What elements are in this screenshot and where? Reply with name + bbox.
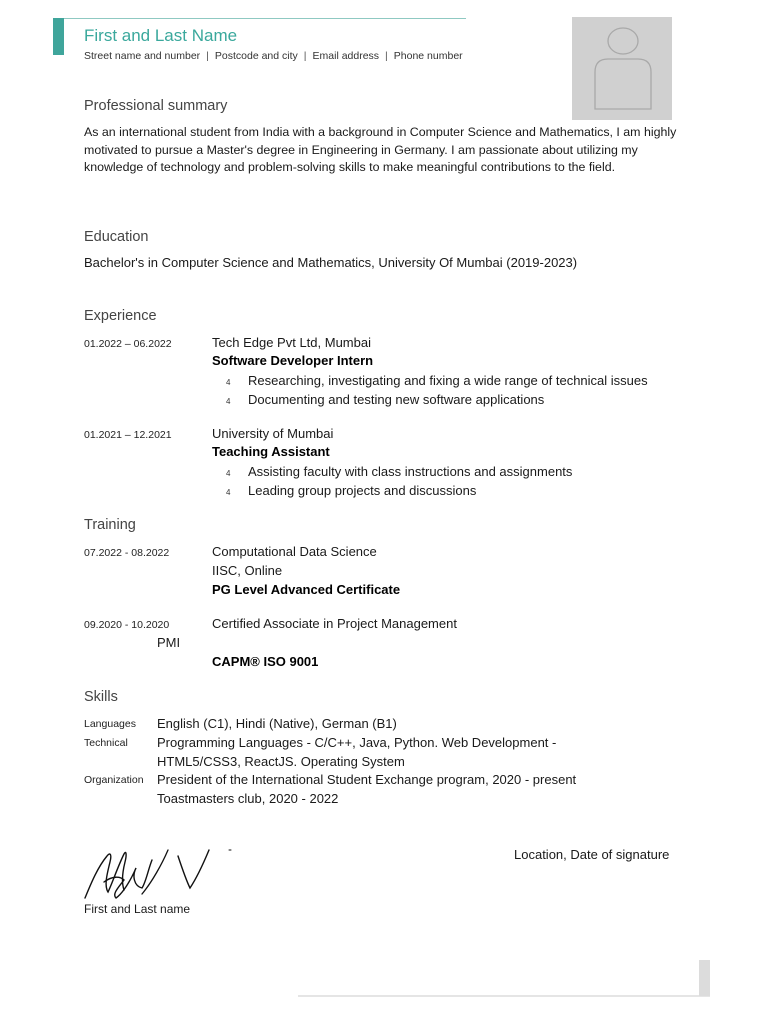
contact-postcode-city: Postcode and city [214,50,298,62]
education-entry: Bachelor's in Computer Science and Mathematics, University Of Mumbai (2019-2023) [84,255,578,270]
skills-languages-label: Languages [84,718,136,730]
training-2-provider: PMI [157,635,181,650]
experience-1-role: Software Developer Intern [212,353,374,368]
education-heading: Education [84,229,149,245]
training-heading: Training [84,517,136,533]
training-2-certificate: CAPM® ISO 9001 [212,654,319,669]
skills-languages-value: English (C1), Hindi (Native), German (B1) [157,716,397,731]
training-2-date: 09.2020 - 10.2020 [84,619,170,631]
summary-heading: Professional summary [84,98,228,114]
profile-photo-placeholder [572,17,672,120]
experience-2-org: University of Mumbai [212,426,334,441]
contact-phone: Phone number [393,50,463,62]
skills-organization-line-1: President of the International Student Exchange program, 2020 - present [157,772,577,787]
signature-name: First and Last name [84,902,191,916]
contact-line: Street name and number | Postcode and city | Email address | Phone number [84,50,463,62]
training-1-certificate: PG Level Advanced Certificate [212,582,401,597]
skills-organization-label: Organization [84,774,144,786]
experience-2-date: 01.2021 – 12.2021 [84,429,172,441]
experience-2-bullet-2: 4 Leading group projects and discussions [226,483,477,498]
experience-1-org: Tech Edge Pvt Ltd, Mumbai [212,335,371,350]
header-rule [64,18,466,19]
skills-organization-line-2: Toastmasters club, 2020 - 2022 [157,791,339,806]
bullet-marker: 4 [226,378,231,387]
applicant-name: First and Last Name [84,26,238,45]
location-date-of-signature: Location, Date of signature [514,847,670,862]
experience-1-bullet-2: 4 Documenting and testing new software applications [226,392,545,407]
contact-street: Street name and number [84,50,201,62]
experience-2-role: Teaching Assistant [212,444,330,459]
experience-1-date: 01.2022 – 06.2022 [84,338,172,350]
experience-1-bullet-1: 4 Researching, investigating and fixing a wide range of technical issues [226,373,648,388]
bullet-marker: 4 [226,469,231,478]
footer-rule [298,995,710,997]
footer-accent-block [699,960,710,996]
bullet-marker: 4 [226,488,231,497]
header-accent-bar [53,18,64,55]
experience-2-bullet-1: 4 Assisting faculty with class instructions and assignments [226,464,573,479]
skills-technical-line-2: HTML5/CSS3, ReactJS. Operating System [157,754,405,769]
training-1-provider: IISC, Online [212,563,283,578]
skills-heading: Skills [84,689,118,705]
experience-heading: Experience [84,308,157,324]
skills-technical-label: Technical [84,737,128,749]
contact-email: Email address [312,50,380,62]
handwritten-signature [82,846,242,904]
training-2-course: Certified Associate in Project Management [212,616,457,631]
bullet-marker: 4 [226,397,231,406]
training-1-course: Computational Data Science [212,544,377,559]
training-1-date: 07.2022 - 08.2022 [84,547,170,559]
person-silhouette-icon [572,17,672,120]
summary-text: As an international student from India with a background in Computer Science and Mathematics, I am highly motivated to pursue a Master's degree in Engineering in Germany. I am passionate about utilizing my knowledge of technology and problem-solving skills to make meaningful contributions to the field. [84,125,677,174]
skills-technical-line-1: Programming Languages - C/C++, Java, Python. Web Development - [157,735,557,750]
